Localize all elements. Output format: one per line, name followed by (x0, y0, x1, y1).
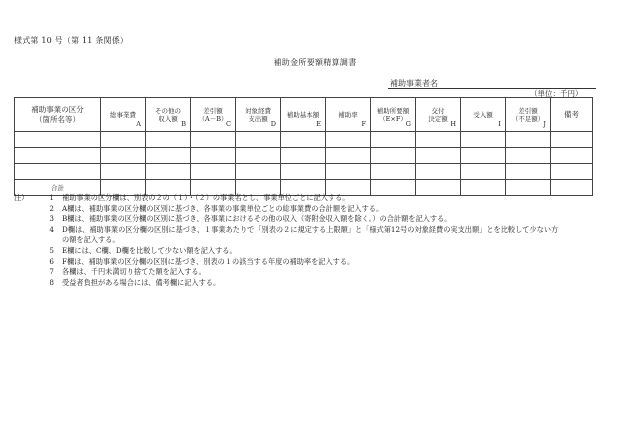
table-cell[interactable] (371, 132, 416, 148)
note-item (14, 193, 620, 204)
note-text: の額を記入する。 (62, 235, 120, 245)
table-cell[interactable] (281, 164, 326, 180)
note-item (14, 204, 620, 215)
note-text: 受益者負担がある場合には、備考欄に記入する。 (62, 277, 221, 287)
header-letter: D (270, 120, 276, 128)
header-letter: G (405, 120, 411, 128)
note-item (14, 225, 620, 236)
header-category-label: 補助事業の区分 （箇所名等） (31, 104, 84, 124)
note-item (14, 267, 620, 278)
table-cell[interactable] (506, 148, 551, 164)
table-cell[interactable] (236, 148, 281, 164)
table-cell[interactable] (101, 132, 146, 148)
header-total-cost (101, 98, 146, 132)
header-received-amount (461, 98, 506, 132)
note-number: 2 (49, 203, 54, 213)
header-remarks (551, 98, 593, 132)
table-cell[interactable] (461, 148, 506, 164)
note-number: 5 (49, 245, 54, 255)
note-item (14, 214, 620, 225)
header-letter: C (226, 120, 231, 128)
table-cell[interactable] (506, 132, 551, 148)
header-label: 総事業費 (110, 110, 136, 119)
settlement-table (14, 97, 593, 196)
total-label: 合計 (15, 180, 101, 196)
note-item (14, 278, 620, 289)
header-letter: A (136, 120, 141, 128)
table-cell[interactable] (281, 148, 326, 164)
unit-note: （単位：千円） (530, 89, 583, 98)
note-number: 6 (49, 256, 54, 266)
table-cell[interactable] (416, 164, 461, 180)
table-cell[interactable] (146, 148, 191, 164)
document-title: 補助金所要額精算調書 (273, 58, 357, 67)
header-subsidy-rate (326, 98, 371, 132)
header-label: 補助基本額 (286, 110, 320, 119)
header-letter: H (450, 120, 456, 128)
header-category (15, 98, 101, 132)
table-cell[interactable] (416, 148, 461, 164)
table-cell[interactable] (15, 132, 101, 148)
table-cell[interactable] (551, 148, 593, 164)
header-label: 受入額 (473, 110, 493, 119)
note-text: A欄は、補助事業の区分欄の区別に基づき、各事業の事業単位ごとの総事業費の合計額を記入する。 (62, 203, 384, 213)
header-letter: F (361, 120, 366, 128)
table-cell[interactable] (191, 164, 236, 180)
table-cell[interactable] (191, 148, 236, 164)
table-cell[interactable] (236, 132, 281, 148)
header-label: 補助率 (338, 110, 358, 119)
note-number: 4 (49, 224, 54, 234)
table-cell[interactable] (15, 164, 101, 180)
note-number: 3 (49, 214, 54, 224)
form-number: 様式第 10 号（第 11 条関係） (14, 36, 129, 45)
note-item (14, 257, 620, 268)
table-cell[interactable] (326, 148, 371, 164)
header-grant-decision (416, 98, 461, 132)
table-cell[interactable] (326, 132, 371, 148)
table-cell[interactable] (371, 164, 416, 180)
table-header-row (15, 98, 593, 132)
table-cell[interactable] (15, 148, 101, 164)
table-cell[interactable] (146, 132, 191, 148)
header-subsidy-base (281, 98, 326, 132)
table-cell[interactable] (101, 148, 146, 164)
table-cell[interactable] (416, 132, 461, 148)
note-number: 1 (49, 193, 54, 202)
table-cell[interactable] (461, 132, 506, 148)
note-text: E欄には、C欄、D欄を比較して少ない額を記入する。 (62, 245, 237, 255)
header-label: その他の 収入額 (155, 106, 181, 123)
header-letter: B (181, 120, 186, 128)
notes-section (14, 193, 620, 288)
header-shortfall (506, 98, 551, 132)
note-text: 補助事業の区分欄は、別表の２の（１）・（２）の事業名とし、事業単位ごとに記入する。 (62, 193, 350, 202)
note-text: 各欄は、千円未満切り捨てた額を記入する。 (62, 267, 206, 277)
note-text: F欄は、補助事業の区分欄の区別に基づき、別表の１の該当する年度の補助率を記入する。 (62, 256, 355, 266)
applicant-name-label: 補助事業者名 (390, 79, 438, 88)
note-item (14, 246, 620, 257)
header-difference (191, 98, 236, 132)
table-cell[interactable] (461, 164, 506, 180)
table-row (15, 148, 593, 164)
table-cell[interactable] (191, 132, 236, 148)
table-cell[interactable] (551, 164, 593, 180)
note-number: 7 (49, 267, 54, 277)
notes-prefix: 注） (14, 193, 29, 202)
table-cell[interactable] (236, 164, 281, 180)
table-cell[interactable] (371, 148, 416, 164)
table-cell[interactable] (101, 164, 146, 180)
note-text: D欄は、補助事業の区分欄の区別に基づき、１事業あたりで「別表の２に規定する上限額」と「様式第12号の対象経費の実支出額」とを比較して少ない方 (62, 224, 559, 234)
table-cell[interactable] (146, 164, 191, 180)
header-letter: I (498, 120, 501, 128)
header-eligible-expenditure (236, 98, 281, 132)
header-label: 差引額 （A－B） (198, 106, 228, 123)
header-letter: E (316, 120, 321, 128)
header-label: 補助所要額 （E×F） (376, 106, 410, 123)
header-other-income (146, 98, 191, 132)
header-label: 対象経費 支出額 (245, 106, 271, 123)
table-cell[interactable] (281, 132, 326, 148)
header-required-subsidy (371, 98, 416, 132)
note-text: B欄は、補助事業の区分欄の区別に基づき、各事業におけるその他の収入（寄附金収入額を除く。）の合計額を記入する。 (62, 214, 452, 224)
table-cell[interactable] (551, 132, 593, 148)
table-cell[interactable] (326, 164, 371, 180)
table-cell[interactable] (506, 164, 551, 180)
note-number: 8 (49, 277, 54, 287)
header-remarks-label: 備考 (564, 109, 579, 119)
table-row (15, 132, 593, 148)
header-label: 交付 決定額 (428, 106, 448, 123)
note-continuation (14, 235, 620, 246)
header-label: 差引額 （不足額） (511, 106, 545, 123)
header-letter: J (543, 120, 546, 128)
table-row (15, 164, 593, 180)
